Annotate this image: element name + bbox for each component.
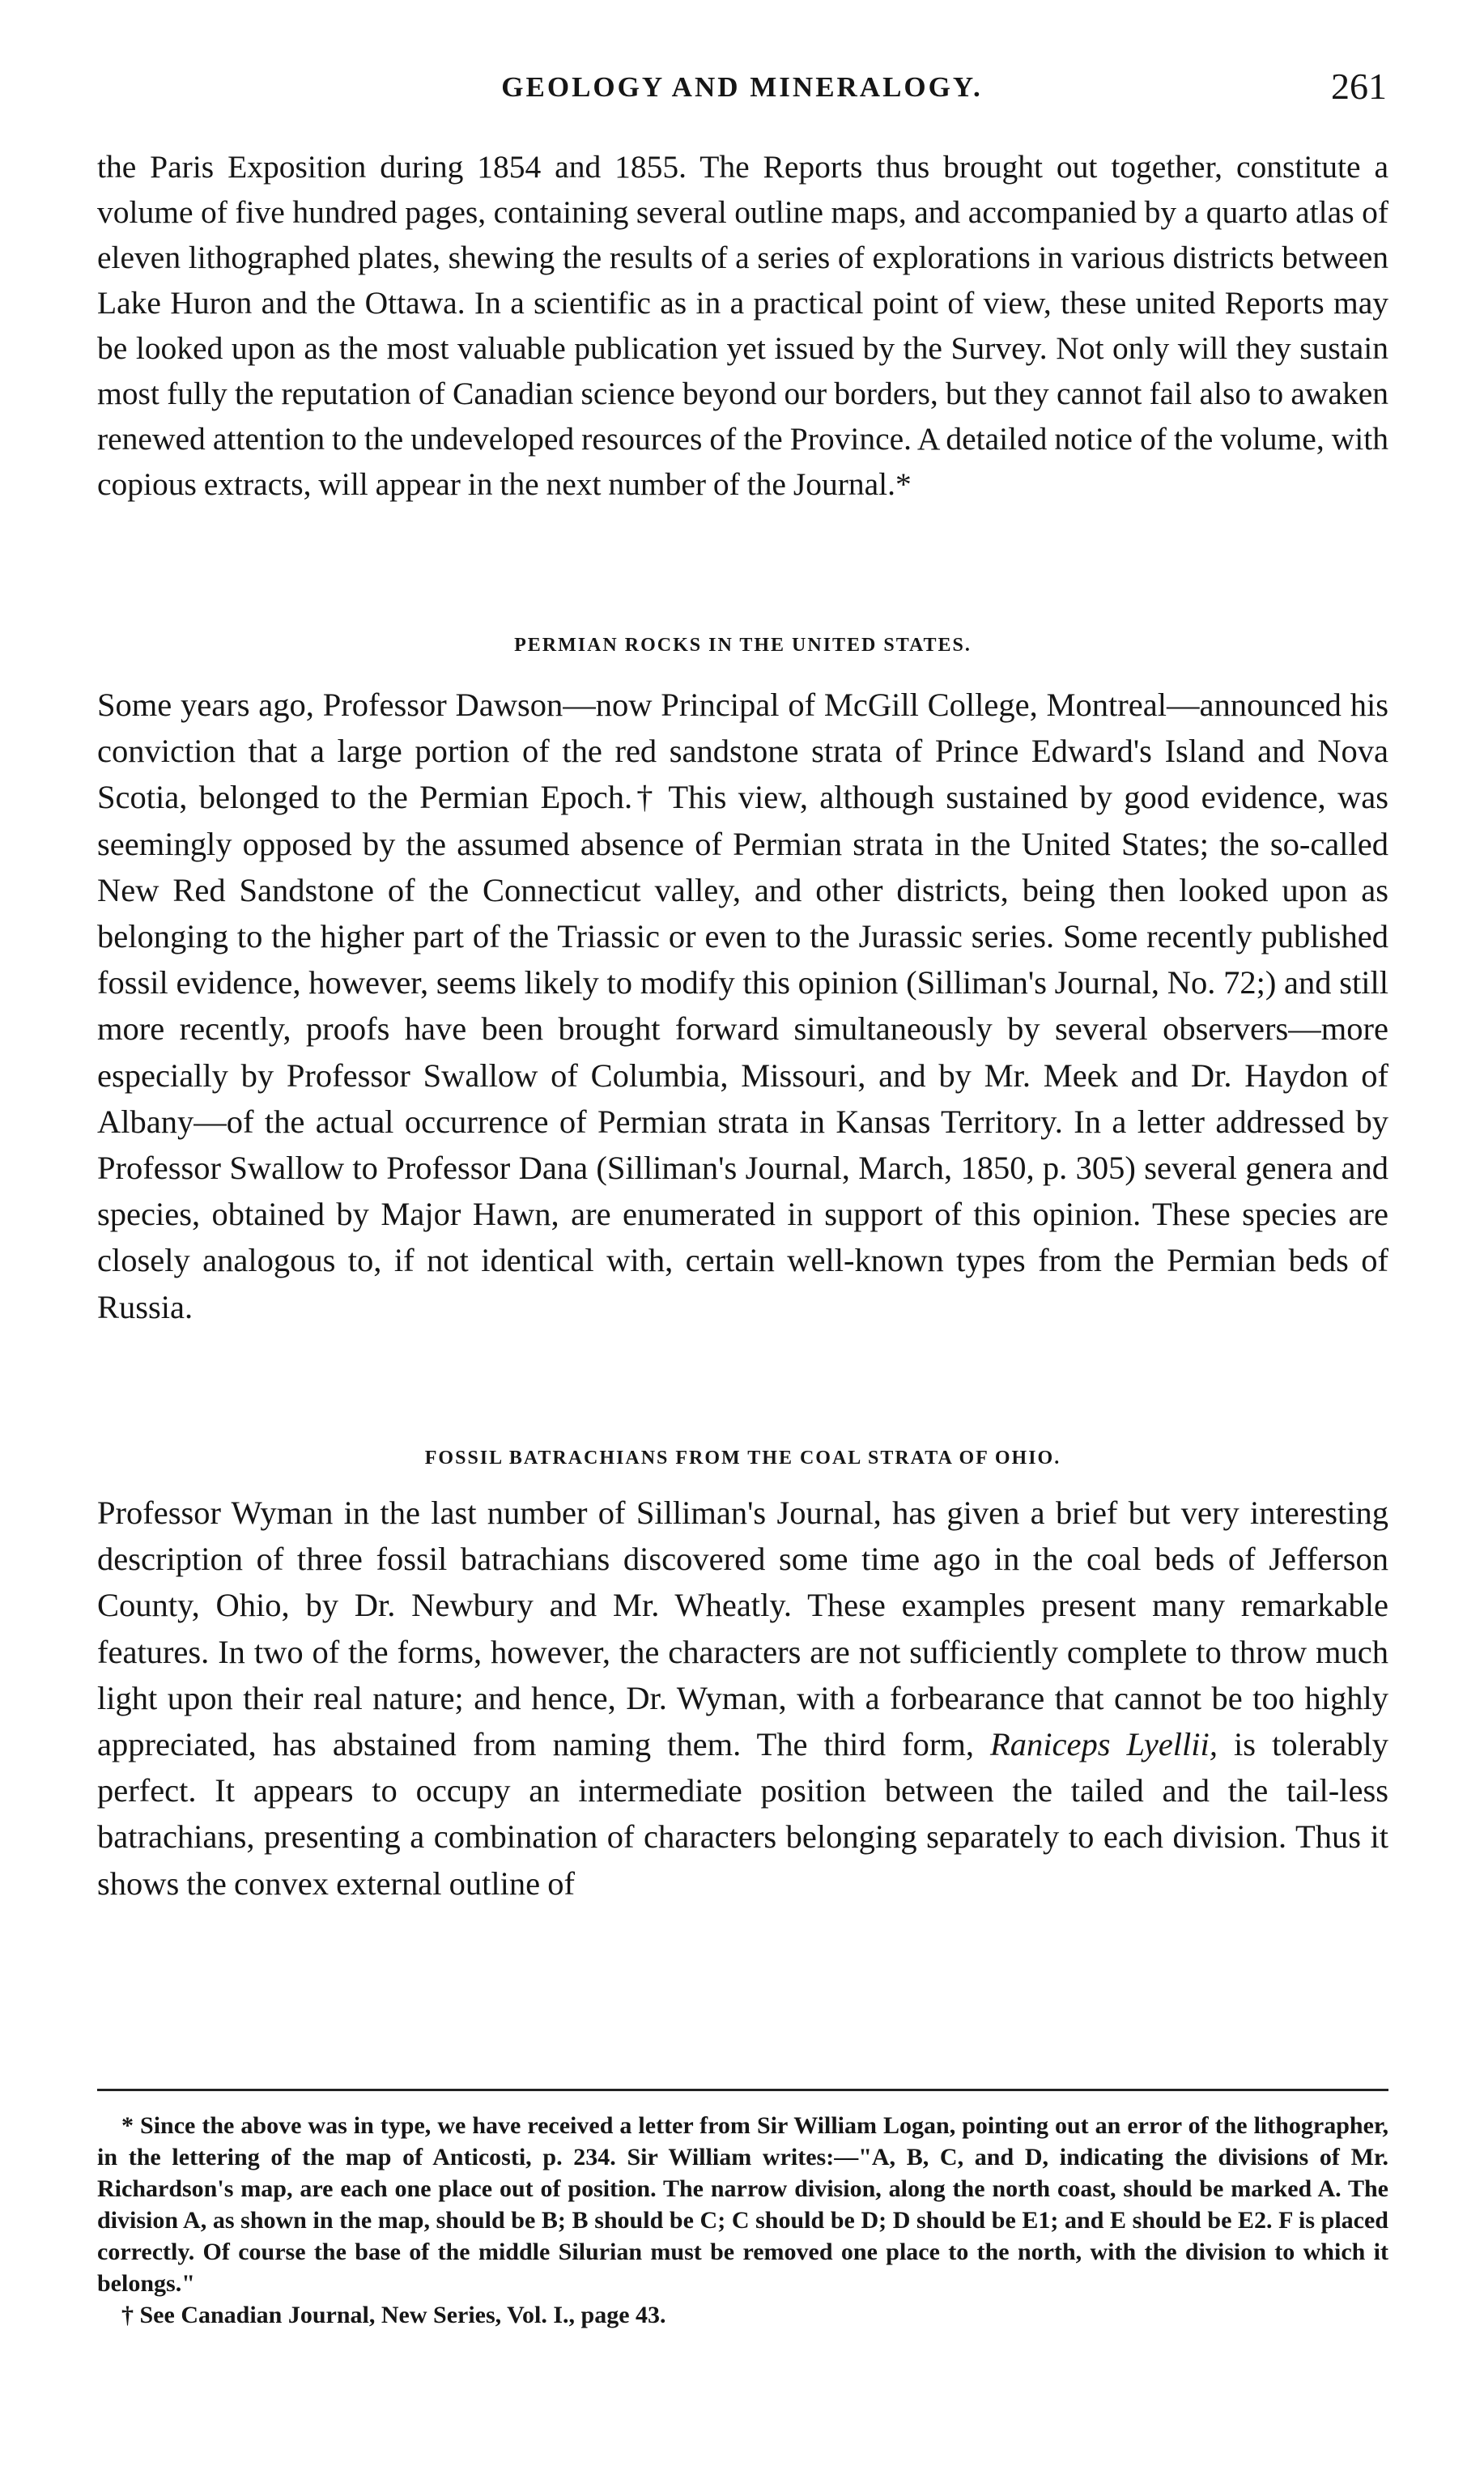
batrachians-text-start: Professor Wyman in the last number of Silliman's Journal, has given a brief but very interesting description of three fossil batrachians discovered some time ago in the coal beds of Jefferson County, Ohio, by Dr. Newbury and Mr. Wheatly. These examples present many remarkable features. In two of the forms, however, the characters are not sufficiently complete to throw much light upon their real nature; and hence, Dr. Wyman, with a forbearance that cannot be too highly appreciated, has abstained from naming them. The third form, xyxy=(97,1494,1388,1763)
permian-rocks-paragraph: Some years ago, Professor Dawson—now Principal of McGill College, Montreal—announced his conviction that a large portion of the red sandstone strata of Prince Edward's Island and Nova Scotia, belonged to the Permian Epoch.† This view, although sustained by good evidence, was seemingly opposed by the assumed absence of Permian strata in the United States; the so-called New Red Sandstone of the Connecticut valley, and other districts, being then looked upon as belonging to the higher part of the Triassic or even to the Jurassic series. Some recently published fossil evidence, however, seems likely to modify this opinion (Silliman's Journal, No. 72;) and still more recently, proofs have been brought forward simultaneously by several observers—more especially by Professor Swallow of Columbia, Missouri, and by Mr. Meek and Dr. Haydon of Albany—of the actual occurrence of Permian strata in Kansas Territory. In a letter addressed by Professor Swallow to Professor Dana (Silliman's Journal, March, 1850, p. 305) several genera and species, obtained by Major Hawn, are enumerated in support of this opinion. These species are closely analogous to, if not identical with, certain well-known types from the Permian beds of Russia. xyxy=(97,687,1388,1325)
intro-paragraph: the Paris Exposition during 1854 and 1855. The Reports thus brought out together, constitute a volume of five hundred pages, containing several outline maps, and accompanied by a quarto atlas of eleven lithographed plates, shewing the results of a series of explorations in various districts between Lake Huron and the Ottawa. In a scientific as in a practical point of view, these united Reports may be looked upon as the most valuable publication yet issued by the Survey. Not only will they sustain most fully the reputation of Canadian science beyond our borders, but they cannot fail also to awaken renewed attention to the undeveloped resources of the Province. A detailed notice of the volume, with copious extracts, will appear in the next number of the Journal.* xyxy=(97,149,1388,502)
species-name-raniceps-lyellii: Raniceps Lyellii, xyxy=(990,1726,1218,1763)
footnote-asterisk: * Since the above was in type, we have received a letter from Sir William Logan, pointing out an error of the lithographer, in the lettering of the map of Anticosti, p. 234. Sir William writes:—"A, B, C, and D, indicating the divisions of Mr. Richardson's map, are each one place out of position. The narrow division, along the north coast, should be marked A. The division A, as shown in the map, should be B; B should be C; C should be D; D should be E1; and E should be E2. F is placed correctly. Of course the base of the middle Silurian must be removed one place to the north, with the division to which it belongs." xyxy=(97,2112,1388,2297)
footnote-rule xyxy=(97,2089,1388,2091)
page-number: 261 xyxy=(1331,66,1387,107)
running-title: GEOLOGY AND MINERALOGY. xyxy=(501,71,983,103)
footnotes xyxy=(97,2110,1388,2331)
running-head xyxy=(97,65,1387,121)
batrachians-text-end: is tolerably perfect. It appears to occupy an intermediate position between the tailed and the tail-less batrachians, presenting a combination of characters belonging separately to each division. Thus it shows the convex external outline of xyxy=(97,1726,1389,1902)
fossil-batrachians-paragraph xyxy=(97,1490,1388,1907)
section-heading-fossil-batrachians: FOSSIL BATRACHIANS FROM THE COAL STRATA OF OHIO. xyxy=(424,1448,1061,1469)
section-heading-permian-rocks: PERMIAN ROCKS IN THE UNITED STATES. xyxy=(514,635,972,656)
footnote-dagger: † See Canadian Journal, New Series, Vol. I., page 43. xyxy=(121,2302,666,2328)
